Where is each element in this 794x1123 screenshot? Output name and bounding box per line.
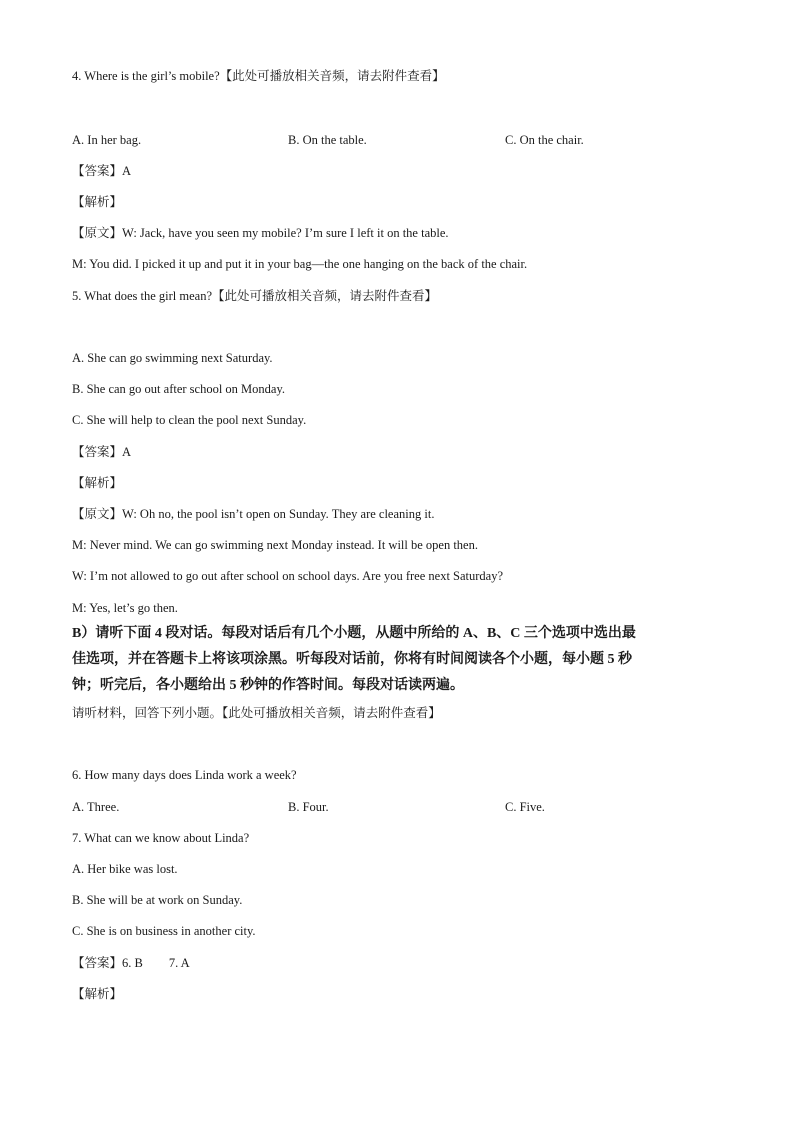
q4-script-line-2: M: You did. I picked it up and put it in your bag—the one hanging on the back of the chair. (72, 257, 528, 271)
q6-option-b: B. Four. (288, 800, 329, 814)
q5-answer: 【答案】A (72, 445, 132, 459)
q4-answer: 【答案】A (72, 164, 132, 178)
q7-option-b: B. She will be at work on Sunday. (72, 893, 243, 907)
q6-stem: 6. How many days does Linda work a week? (72, 768, 297, 782)
q5-script-line-1: 【原文】W: Oh no, the pool isn’t open on Sunday. They are cleaning it. (72, 507, 435, 521)
section-b-instruction-line-3: 钟；听完后，各小题给出 5 秒钟的作答时间。每段对话读两遍。 (72, 678, 464, 693)
q7-stem: 7. What can we know about Linda? (72, 831, 250, 845)
section-b-instruction-line-2: 佳选项，并在答题卡上将该项涂黑。听每段对话前，你将有时间阅读各个小题，每小题 5 秒 (72, 652, 632, 667)
q5-stem: 5. What does the girl mean?【此处可播放相关音频，请去附件查看】 (72, 289, 438, 303)
q6-option-a: A. Three. (72, 800, 120, 814)
q5-analysis-label: 【解析】 (72, 476, 123, 490)
q6-option-c: C. Five. (505, 800, 545, 814)
answer-7: 7. A (168, 956, 190, 970)
q4-analysis-label: 【解析】 (72, 195, 123, 209)
q5-script-line-4: M: Yes, let’s go then. (72, 601, 178, 615)
q4-option-c: C. On the chair. (505, 133, 584, 147)
answer-6: 6. B (122, 956, 143, 970)
q4-script-line-1: 【原文】W: Jack, have you seen my mobile? I’m sure I left it on the table. (72, 226, 449, 240)
q5-option-b: B. She can go out after school on Monday. (72, 382, 286, 396)
q5-script-line-3: W: I’m not allowed to go out after school on school days. Are you free next Saturday? (72, 569, 504, 583)
q7-option-a: A. Her bike was lost. (72, 862, 178, 876)
q7-option-c: C. She is on business in another city. (72, 924, 256, 938)
section-b-prompt: 请听材料，回答下列小题。【此处可播放相关音频，请去附件查看】 (72, 706, 441, 720)
q5-script-line-2: M: Never mind. We can go swimming next Monday instead. It will be open then. (72, 538, 478, 552)
q4-option-b: B. On the table. (288, 133, 367, 147)
q5-option-c: C. She will help to clean the pool next Sunday. (72, 413, 307, 427)
answer-label: 【答案】 (72, 956, 123, 970)
q4-stem: 4. Where is the girl’s mobile?【此处可播放相关音频，请去附件查看】 (72, 69, 445, 83)
section-b-instruction-line-1: B）请听下面 4 段对话。每段对话后有几个小题，从题中所给的 A、B、C 三个选项中选出最 (72, 626, 636, 641)
q5-option-a: A. She can go swimming next Saturday. (72, 351, 273, 365)
q6-7-answer (72, 955, 190, 971)
q4-option-a: A. In her bag. (72, 133, 142, 147)
q6-7-analysis-label: 【解析】 (72, 987, 123, 1001)
